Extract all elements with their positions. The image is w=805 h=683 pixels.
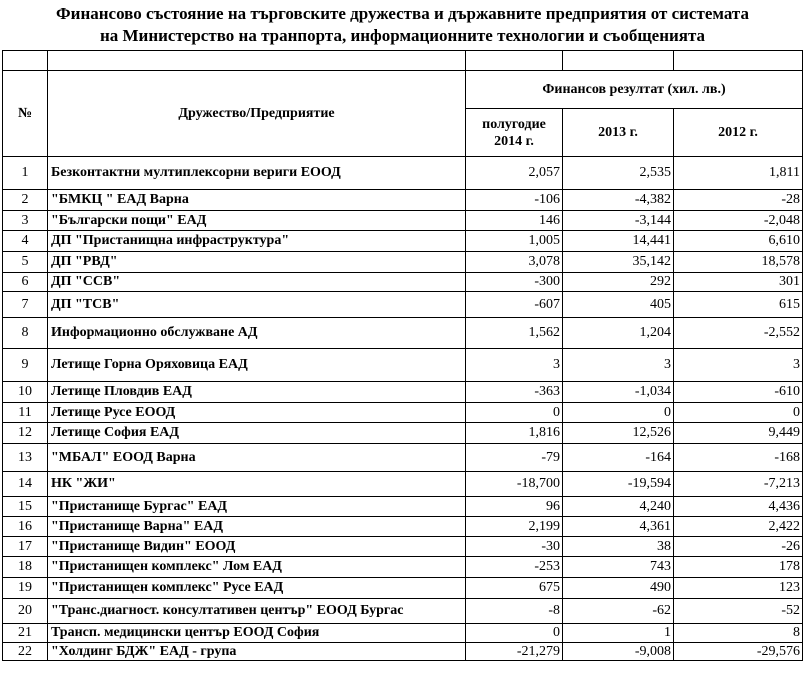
- year-2013-value: -9,008: [563, 643, 674, 661]
- half-2014-line-1: полугодие: [482, 116, 546, 132]
- row-number: 20: [3, 599, 48, 624]
- year-2012-value: -168: [674, 444, 803, 472]
- table-row: [3, 273, 803, 292]
- year-2012-value: 178: [674, 557, 803, 578]
- company-name: ДП "Пристанищна инфраструктура": [48, 231, 466, 252]
- year-2013-value: 12,526: [563, 423, 674, 444]
- year-2013-value: 0: [563, 403, 674, 423]
- company-name: "Пристанище Варна" ЕАД: [48, 517, 466, 537]
- half-2014-value: -300: [466, 273, 563, 292]
- document-title: [0, 0, 805, 47]
- row-number: 13: [3, 444, 48, 472]
- half-2014-value: -30: [466, 537, 563, 557]
- title-line-1: Финансово състояние на търговските дружества и държавните предприятия от системата: [56, 4, 749, 23]
- year-2013-value: -164: [563, 444, 674, 472]
- row-number: 18: [3, 557, 48, 578]
- year-2012-value: 301: [674, 273, 803, 292]
- year-2012-value: -29,576: [674, 643, 803, 661]
- table-row: [3, 211, 803, 231]
- column-header-2013: 2013 г.: [563, 109, 674, 157]
- company-name: "Пристанищен комплекс" Русе ЕАД: [48, 578, 466, 599]
- table-body: [3, 157, 803, 661]
- half-2014-value: 2,199: [466, 517, 563, 537]
- year-2013-value: 490: [563, 578, 674, 599]
- half-2014-value: -21,279: [466, 643, 563, 661]
- year-2012-value: -610: [674, 382, 803, 403]
- column-header-company: Дружество/Предприятие: [48, 71, 466, 157]
- table-row: [3, 190, 803, 211]
- company-name: Летище София ЕАД: [48, 423, 466, 444]
- row-number: 15: [3, 497, 48, 517]
- year-2012-value: 8: [674, 624, 803, 643]
- row-number: 12: [3, 423, 48, 444]
- half-2014-value: -79: [466, 444, 563, 472]
- year-2012-value: 0: [674, 403, 803, 423]
- year-2012-value: -26: [674, 537, 803, 557]
- table-row: [3, 231, 803, 252]
- row-number: 10: [3, 382, 48, 403]
- year-2013-value: 1: [563, 624, 674, 643]
- table-row: [3, 537, 803, 557]
- row-number: 6: [3, 273, 48, 292]
- year-2013-value: 3: [563, 349, 674, 382]
- row-number: 3: [3, 211, 48, 231]
- half-2014-value: 675: [466, 578, 563, 599]
- column-header-2012: 2012 г.: [674, 109, 803, 157]
- half-2014-value: 3: [466, 349, 563, 382]
- year-2012-value: 4,436: [674, 497, 803, 517]
- row-number: 8: [3, 318, 48, 349]
- company-name: ДП "РВД": [48, 252, 466, 273]
- half-2014-value: -18,700: [466, 472, 563, 497]
- column-header-financial-result: Финансов резултат (хил. лв.): [466, 71, 803, 109]
- company-name: Летище Горна Оряховица ЕАД: [48, 349, 466, 382]
- year-2012-value: -7,213: [674, 472, 803, 497]
- table-row: [3, 292, 803, 318]
- half-2014-value: 2,057: [466, 157, 563, 190]
- row-number: 2: [3, 190, 48, 211]
- half-2014-value: 3,078: [466, 252, 563, 273]
- table-row: [3, 624, 803, 643]
- year-2012-value: 18,578: [674, 252, 803, 273]
- year-2012-value: 6,610: [674, 231, 803, 252]
- table-row: [3, 497, 803, 517]
- table-row: [3, 157, 803, 190]
- year-2013-value: 743: [563, 557, 674, 578]
- row-number: 5: [3, 252, 48, 273]
- company-name: Летище Пловдив ЕАД: [48, 382, 466, 403]
- company-name: Безконтактни мултиплексорни вериги ЕООД: [48, 157, 466, 190]
- table-row: [3, 318, 803, 349]
- year-2012-value: -28: [674, 190, 803, 211]
- column-header-number: №: [3, 71, 48, 157]
- company-name: Трансп. медицински център ЕООД София: [48, 624, 466, 643]
- year-2013-value: 1,204: [563, 318, 674, 349]
- year-2013-value: -4,382: [563, 190, 674, 211]
- company-name: ДП "ТСВ": [48, 292, 466, 318]
- year-2012-value: -2,048: [674, 211, 803, 231]
- company-name: "Транс.диагност. консултативен център" ЕООД Бургас: [48, 599, 466, 624]
- company-name: НК "ЖИ": [48, 472, 466, 497]
- half-2014-value: 0: [466, 403, 563, 423]
- row-number: 1: [3, 157, 48, 190]
- half-2014-value: 96: [466, 497, 563, 517]
- column-header-half-2014: [466, 109, 563, 157]
- half-2014-value: 0: [466, 624, 563, 643]
- year-2013-value: 4,240: [563, 497, 674, 517]
- row-number: 21: [3, 624, 48, 643]
- table-row: [3, 349, 803, 382]
- row-number: 11: [3, 403, 48, 423]
- company-name: "Български пощи" ЕАД: [48, 211, 466, 231]
- table-row: [3, 599, 803, 624]
- company-name: "МБАЛ" ЕООД Варна: [48, 444, 466, 472]
- year-2013-value: -3,144: [563, 211, 674, 231]
- company-name: ДП "ССВ": [48, 273, 466, 292]
- year-2012-value: 9,449: [674, 423, 803, 444]
- year-2012-value: 615: [674, 292, 803, 318]
- company-name: Информационно обслужване АД: [48, 318, 466, 349]
- row-number: 19: [3, 578, 48, 599]
- table-row: [3, 517, 803, 537]
- half-2014-value: 1,562: [466, 318, 563, 349]
- year-2012-value: -2,552: [674, 318, 803, 349]
- company-name: "Холдинг БДЖ" ЕАД - група: [48, 643, 466, 661]
- year-2012-value: 1,811: [674, 157, 803, 190]
- row-number: 9: [3, 349, 48, 382]
- row-number: 7: [3, 292, 48, 318]
- company-name: Летище Русе ЕООД: [48, 403, 466, 423]
- year-2013-value: 292: [563, 273, 674, 292]
- year-2012-value: -52: [674, 599, 803, 624]
- title-line-2: на Министерство на транпорта, информационните технологии и съобщенията: [99, 26, 706, 45]
- year-2013-value: 14,441: [563, 231, 674, 252]
- half-2014-value: -106: [466, 190, 563, 211]
- half-2014-value: -607: [466, 292, 563, 318]
- year-2013-value: -19,594: [563, 472, 674, 497]
- row-number: 4: [3, 231, 48, 252]
- financial-results-table: [2, 50, 803, 661]
- table-row: [3, 423, 803, 444]
- row-number: 14: [3, 472, 48, 497]
- year-2012-value: 2,422: [674, 517, 803, 537]
- table-row: [3, 643, 803, 661]
- year-2013-value: -1,034: [563, 382, 674, 403]
- row-number: 17: [3, 537, 48, 557]
- half-2014-value: 1,816: [466, 423, 563, 444]
- company-name: "Пристанище Видин" ЕООД: [48, 537, 466, 557]
- half-2014-value: -363: [466, 382, 563, 403]
- year-2013-value: -62: [563, 599, 674, 624]
- year-2012-value: 3: [674, 349, 803, 382]
- half-2014-line-2: 2014 г.: [494, 133, 534, 149]
- year-2013-value: 4,361: [563, 517, 674, 537]
- year-2013-value: 2,535: [563, 157, 674, 190]
- half-2014-value: -253: [466, 557, 563, 578]
- table-row: [3, 382, 803, 403]
- table-row: [3, 472, 803, 497]
- year-2013-value: 35,142: [563, 252, 674, 273]
- table-row: [3, 252, 803, 273]
- blank-row: [3, 51, 803, 71]
- table-row: [3, 403, 803, 423]
- year-2012-value: 123: [674, 578, 803, 599]
- table-row: [3, 578, 803, 599]
- company-name: "Пристанище Бургас" ЕАД: [48, 497, 466, 517]
- company-name: "Пристанищен комплекс" Лом ЕАД: [48, 557, 466, 578]
- half-2014-value: 1,005: [466, 231, 563, 252]
- table-row: [3, 444, 803, 472]
- half-2014-value: -8: [466, 599, 563, 624]
- row-number: 16: [3, 517, 48, 537]
- table-row: [3, 557, 803, 578]
- year-2013-value: 38: [563, 537, 674, 557]
- row-number: 22: [3, 643, 48, 661]
- year-2013-value: 405: [563, 292, 674, 318]
- half-2014-value: 146: [466, 211, 563, 231]
- company-name: "БМКЦ " ЕАД Варна: [48, 190, 466, 211]
